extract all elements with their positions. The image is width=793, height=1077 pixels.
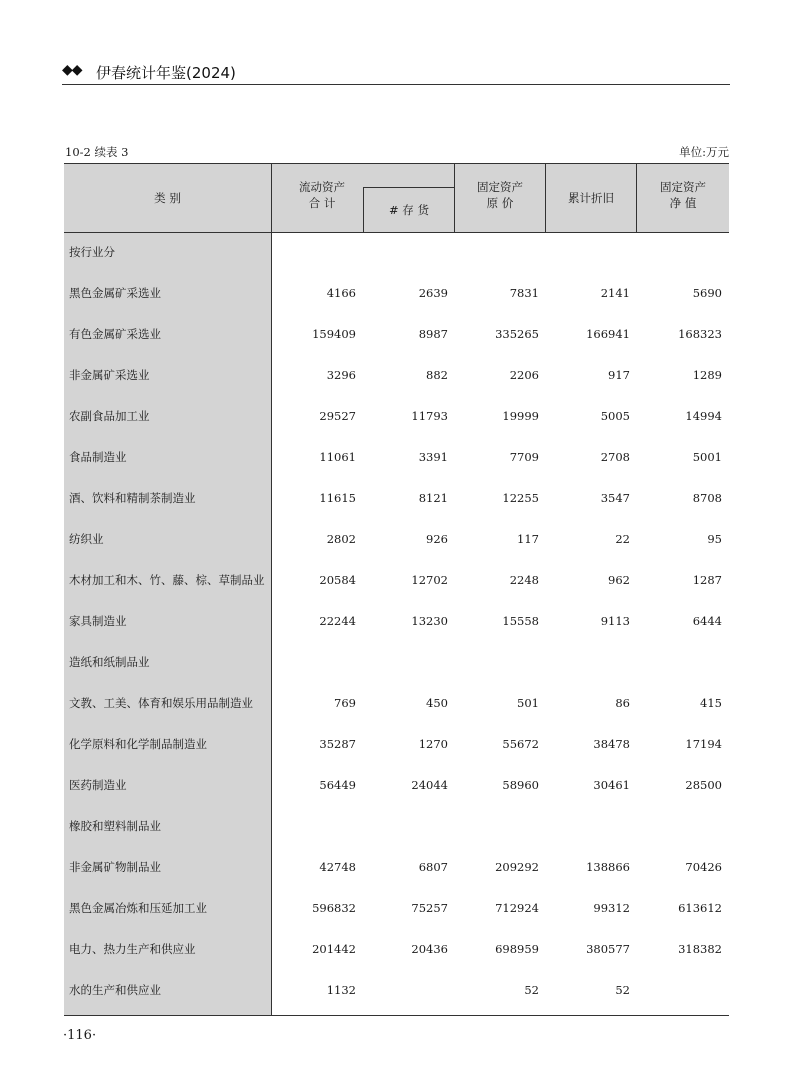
- table-cell: 882: [426, 368, 448, 382]
- table-cell: 11615: [319, 491, 356, 505]
- table-cell: 501: [517, 696, 539, 710]
- row-label: 酒、饮料和精制茶制造业: [69, 491, 196, 505]
- table-cell: 12255: [502, 491, 539, 505]
- row-label: 按行业分: [69, 245, 115, 259]
- table-cell: 13230: [411, 614, 448, 628]
- table-cell: 4166: [326, 286, 356, 300]
- row-label: 非金属矿物制品业: [69, 860, 161, 874]
- table-cell: 52: [615, 983, 630, 997]
- table-cell: 7831: [509, 286, 539, 300]
- header-inventory: # 存 货: [389, 203, 429, 217]
- table-cell: 8121: [418, 491, 448, 505]
- table-row: [64, 478, 729, 519]
- row-label: 有色金属矿采选业: [69, 327, 161, 341]
- table-cell: 11793: [411, 409, 448, 423]
- table-cell: 20584: [319, 573, 356, 587]
- table-cell: 9113: [600, 614, 630, 628]
- table-row: [64, 683, 729, 724]
- table-cell: 209292: [495, 860, 539, 874]
- table-cell: 99312: [593, 901, 630, 915]
- table-cell: 769: [334, 696, 356, 710]
- table-row: [64, 519, 729, 560]
- table-cell: 35287: [319, 737, 356, 751]
- table-row: [64, 642, 729, 683]
- row-label: 非金属矿采选业: [69, 368, 150, 382]
- table-cell: 698959: [495, 942, 539, 956]
- table-cell: 75257: [411, 901, 448, 915]
- header-fixed-assets-original: 固定资产 原 价: [477, 180, 523, 210]
- table-cell: 38478: [593, 737, 630, 751]
- row-label: 农副食品加工业: [69, 409, 150, 423]
- row-label: 医药制造业: [69, 778, 127, 792]
- page-header: [62, 62, 730, 85]
- table-cell: 2802: [326, 532, 356, 546]
- header-fixed-assets-net: 固定资产 净 值: [660, 180, 706, 210]
- table-cell: 52: [524, 983, 539, 997]
- table-cell: 55672: [502, 737, 539, 751]
- row-label: 黑色金属矿采选业: [69, 286, 161, 300]
- table-row: [64, 396, 729, 437]
- table-row: [64, 888, 729, 929]
- row-label: 化学原料和化学制品制造业: [69, 737, 207, 751]
- table-header: [64, 164, 729, 233]
- table-cell: 17194: [685, 737, 722, 751]
- table-cell: 159409: [312, 327, 356, 341]
- table-cell: 1287: [692, 573, 722, 587]
- table-cell: 415: [700, 696, 722, 710]
- table-cell: 5001: [692, 450, 722, 464]
- row-label: 木材加工和木、竹、藤、棕、草制品业: [69, 573, 265, 587]
- yearbook-title: 伊春统计年鉴(2024): [96, 64, 236, 82]
- table-cell: 335265: [495, 327, 539, 341]
- row-label: 电力、热力生产和供应业: [69, 942, 196, 956]
- table-row: [64, 437, 729, 478]
- table-cell: 86: [615, 696, 630, 710]
- table-cell: 450: [426, 696, 448, 710]
- table-cell: 24044: [411, 778, 448, 792]
- row-label: 造纸和纸制品业: [69, 655, 150, 669]
- table-cell: 29527: [319, 409, 356, 423]
- table-cell: 1270: [418, 737, 448, 751]
- table-cell: 14994: [685, 409, 722, 423]
- row-label: 食品制造业: [69, 450, 127, 464]
- table-cell: 613612: [678, 901, 722, 915]
- row-label: 橡胶和塑料制品业: [69, 819, 161, 833]
- table-cell: 201442: [312, 942, 356, 956]
- table-cell: 712924: [495, 901, 539, 915]
- table-row: [64, 929, 729, 970]
- diamond-bullet-icon: ◆◆: [62, 62, 82, 78]
- table-cell: 2248: [509, 573, 539, 587]
- header-category: 类 别: [154, 191, 181, 205]
- table-row: [64, 232, 729, 273]
- row-label: 家具制造业: [69, 614, 127, 628]
- table-cell: 8987: [418, 327, 448, 341]
- row-label: 纺织业: [69, 532, 104, 546]
- table-cell: 20436: [411, 942, 448, 956]
- table-cell: 22: [615, 532, 630, 546]
- table-cell: 58960: [502, 778, 539, 792]
- table-cell: 318382: [678, 942, 722, 956]
- unit-label: 单位:万元: [679, 145, 729, 159]
- table-row: [64, 765, 729, 806]
- table-cell: 138866: [586, 860, 630, 874]
- table-row: [64, 601, 729, 642]
- table-cell: 2708: [600, 450, 630, 464]
- table-row: [64, 806, 729, 847]
- table-row: [64, 847, 729, 888]
- table-cell: 3547: [600, 491, 630, 505]
- header-current-assets: 流动资产 合 计: [299, 180, 345, 210]
- table-cell: 12702: [411, 573, 448, 587]
- table-cell: 380577: [586, 942, 630, 956]
- header-accumulated-depreciation: 累计折旧: [568, 191, 614, 205]
- table-cell: 1132: [326, 983, 356, 997]
- table-cell: 22244: [319, 614, 356, 628]
- table-cell: 1289: [692, 368, 722, 382]
- table-cell: 2639: [418, 286, 448, 300]
- table-cell: 962: [608, 573, 630, 587]
- table-cell: 8708: [692, 491, 722, 505]
- table-cell: 70426: [685, 860, 722, 874]
- table-cell: 917: [608, 368, 630, 382]
- table-cell: 2141: [600, 286, 630, 300]
- row-label: 黑色金属冶炼和压延加工业: [69, 901, 207, 915]
- table-cell: 166941: [586, 327, 630, 341]
- table-row: [64, 560, 729, 601]
- table-row: [64, 724, 729, 765]
- table-cell: 30461: [593, 778, 630, 792]
- statistics-table: [64, 163, 729, 1016]
- table-cell: 11061: [319, 450, 356, 464]
- table-cell: 926: [426, 532, 448, 546]
- page-number: ·116·: [63, 1028, 97, 1043]
- row-label: 文教、工美、体育和娱乐用品制造业: [69, 696, 253, 710]
- table-cell: 6807: [418, 860, 448, 874]
- table-caption: 10-2 续表 3: [65, 145, 129, 159]
- table-row: [64, 273, 729, 314]
- table-cell: 42748: [319, 860, 356, 874]
- table-cell: 7709: [509, 450, 539, 464]
- table-cell: 117: [517, 532, 539, 546]
- table-cell: 2206: [509, 368, 539, 382]
- table-cell: 168323: [678, 327, 722, 341]
- table-cell: 596832: [312, 901, 356, 915]
- row-label: 水的生产和供应业: [69, 983, 161, 997]
- table-cell: 3391: [418, 450, 448, 464]
- table-row: [64, 314, 729, 355]
- table-row: [64, 355, 729, 396]
- table-row: [64, 970, 729, 1011]
- table-cell: 95: [707, 532, 722, 546]
- table-cell: 6444: [692, 614, 722, 628]
- table-cell: 3296: [326, 368, 356, 382]
- table-cell: 5690: [692, 286, 722, 300]
- table-cell: 15558: [502, 614, 539, 628]
- table-cell: 5005: [600, 409, 630, 423]
- table-cell: 19999: [502, 409, 539, 423]
- table-cell: 56449: [319, 778, 356, 792]
- table-cell: 28500: [685, 778, 722, 792]
